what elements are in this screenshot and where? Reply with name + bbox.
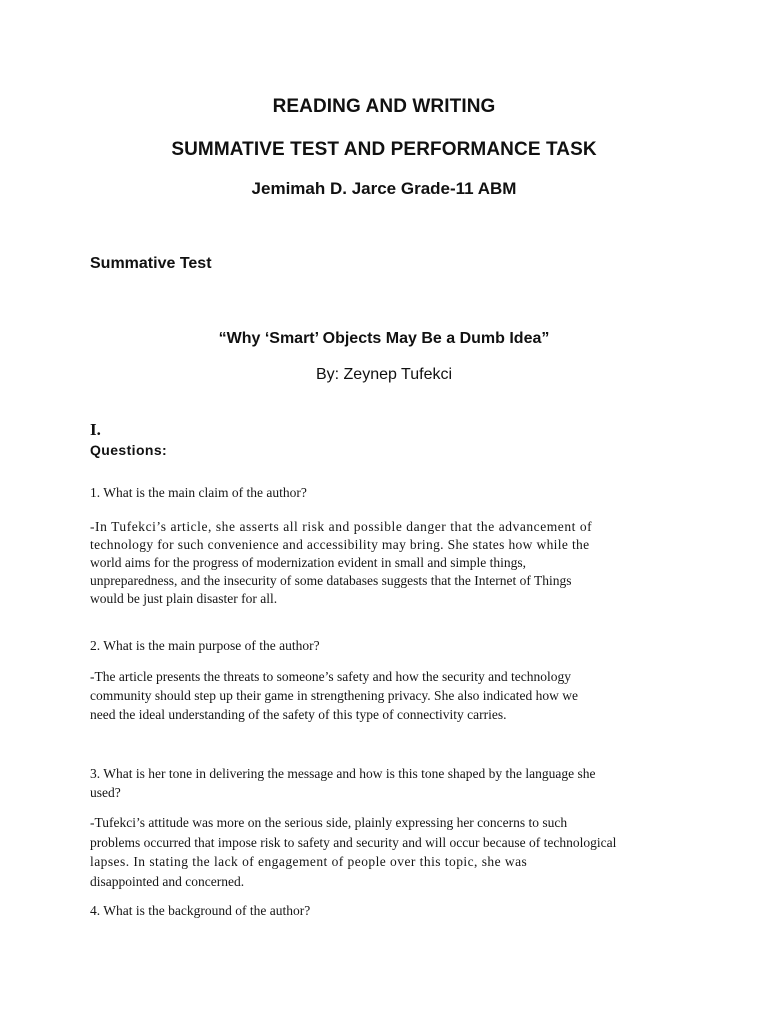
answer-1-line: world aims for the progress of modernization evident in small and simple things,: [90, 555, 527, 570]
answer-2-line: community should step up their game in strengthening privacy. She also indicated how we: [90, 688, 579, 703]
question-3-line: 3. What is her tone in delivering the message and how is this tone shaped by the language she: [90, 766, 596, 781]
article-title: “Why ‘Smart’ Objects May Be a Dumb Idea”: [218, 330, 550, 347]
answer-2-line: need the ideal understanding of the safety of this type of connectivity carries.: [90, 707, 507, 722]
question-3-line: used?: [90, 785, 121, 800]
answer-1: [90, 518, 690, 608]
question-2: 2. What is the main purpose of the author?: [90, 638, 320, 653]
answer-1-line: -In Tufekci’s article, she asserts all risk and possible danger that the advancement of: [90, 519, 593, 534]
answer-2-line: -The article presents the threats to someone’s safety and how the security and technology: [90, 669, 571, 684]
question-4: 4. What is the background of the author?: [90, 903, 311, 918]
document-title: READING AND WRITING: [272, 96, 496, 117]
question-1: 1. What is the main claim of the author?: [90, 485, 307, 500]
answer-3-line: lapses. In stating the lack of engagement of people over this topic, she was: [90, 854, 528, 869]
student-line: Jemimah D. Jarce Grade-11 ABM: [251, 179, 517, 198]
part-number: I.: [90, 420, 101, 439]
answer-3: [90, 813, 690, 891]
question-3: [90, 764, 690, 802]
answer-3-line: problems occurred that impose risk to safety and security and will occur because of technological: [90, 834, 617, 850]
article-author: By: Zeynep Tufekci: [315, 366, 453, 383]
section-heading: Summative Test: [90, 255, 212, 272]
answer-3-line: -Tufekci’s attitude was more on the serious side, plainly expressing her concerns to such: [90, 815, 568, 830]
answer-1-line: technology for such convenience and accessibility may bring. She states how while the: [90, 537, 590, 552]
answer-3-line: disappointed and concerned.: [90, 873, 245, 889]
answer-2: [90, 667, 690, 724]
questions-label: Questions:: [90, 442, 168, 458]
document-subtitle: SUMMATIVE TEST AND PERFORMANCE TASK: [171, 139, 597, 160]
answer-1-line: would be just plain disaster for all.: [90, 591, 278, 606]
answer-1-line: unpreparedness, and the insecurity of some databases suggests that the Internet of Things: [90, 573, 572, 588]
